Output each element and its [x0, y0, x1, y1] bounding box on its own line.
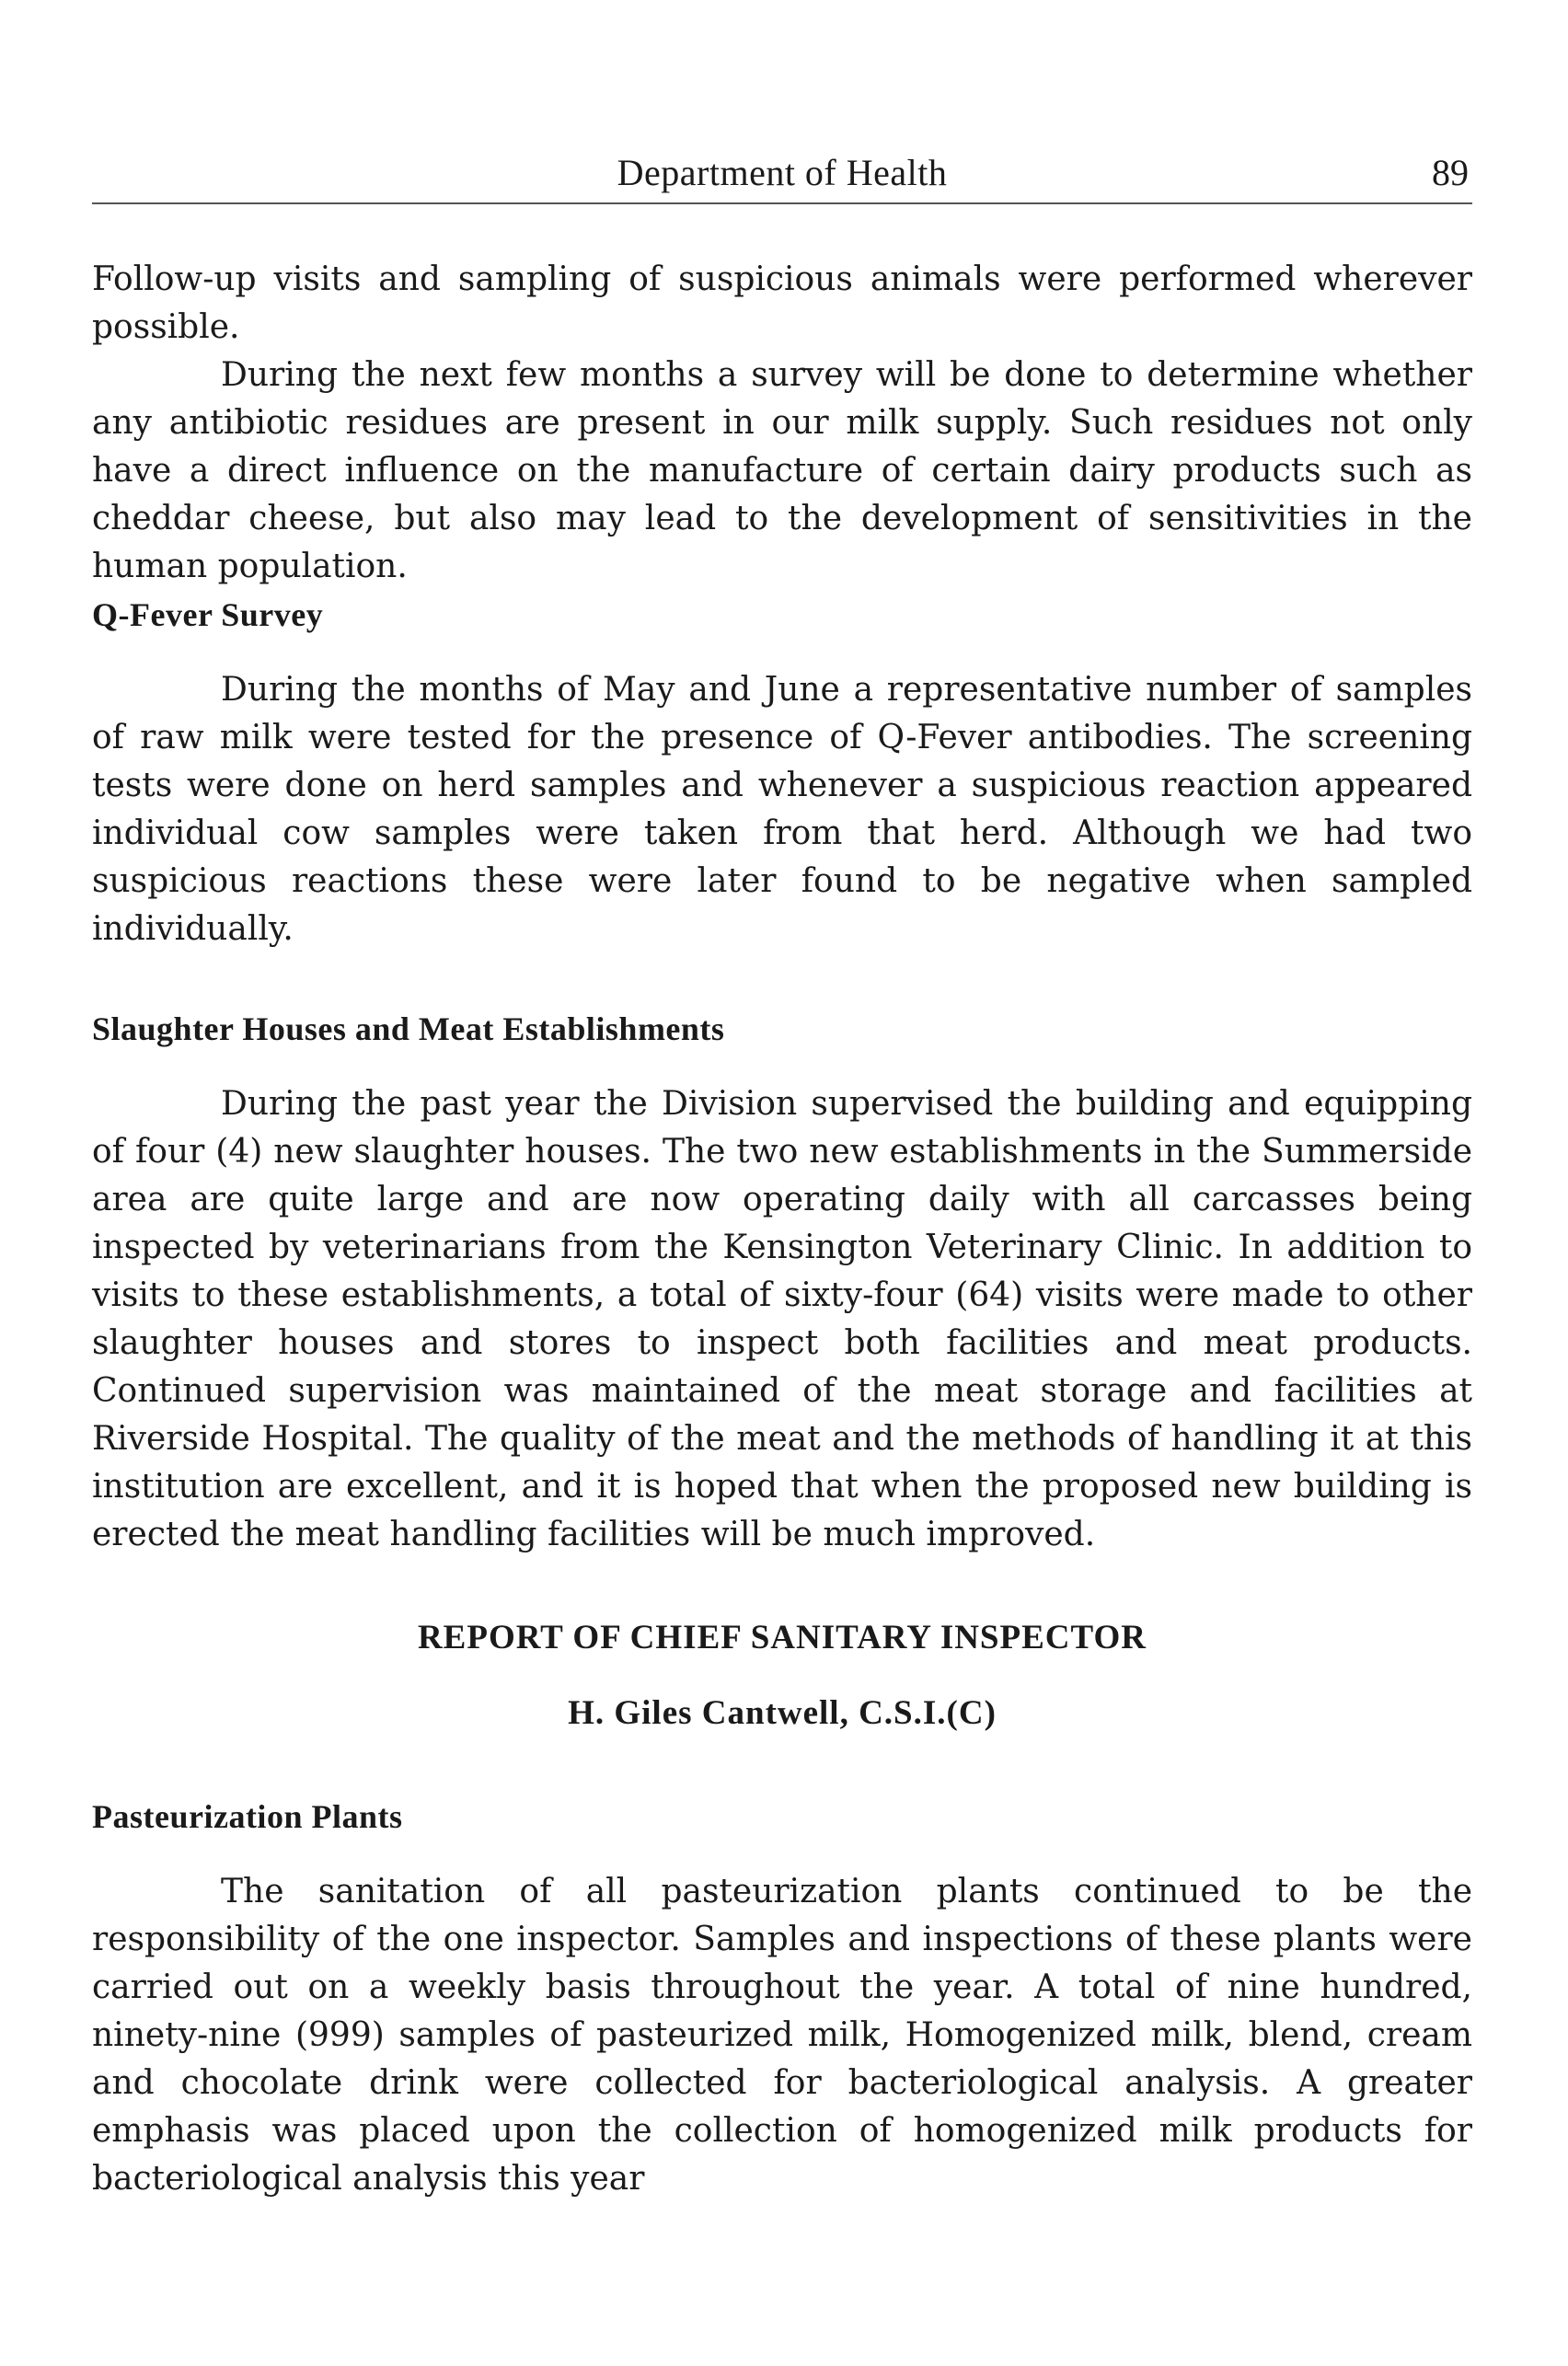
report-author: H. Giles Cantwell, C.S.I.(C) — [568, 1694, 997, 1732]
section-heading-slaughter-houses: Slaughter Houses and Meat Establishments — [92, 1010, 725, 1047]
report-title: REPORT OF CHIEF SANITARY INSPECTOR — [417, 1619, 1147, 1656]
section-heading-q-fever: Q-Fever Survey — [92, 596, 324, 633]
section-heading-pasteurization: Pasteurization Plants — [92, 1798, 403, 1835]
q-fever-paragraph: During the months of May and June a representative number of samples of raw milk were tested for the presence of Q-Fever antibodies. The screening tests were done on herd samples and whenever a suspicious reaction appeared individual cow samples were taken from that herd. Although we had two suspicious reactions these were later found to be negative when sampled individually. — [92, 671, 1472, 948]
running-title: Department of Health — [617, 152, 948, 193]
pasteurization-paragraph: The sanitation of all pasteurization plants continued to be the responsibility of the one inspector. Samples and inspections of these plants were carried out on a weekly basis throughout the year. A total of nine hundred, ninety-nine (999) samples of pasteurized milk, Homogenized milk, blend, cream and chocolate drink were collected for bacteriological analysis. A greater emphasis was placed upon the collection of homogenized milk products for bacteriological analysis this year — [92, 1873, 1472, 2198]
intro-paragraph-2: During the next few months a survey will be done to determine whether any antibiotic residues are present in our milk supply. Such residues not only have a direct influence on the manufacture of certain dairy products such as cheddar cheese, but also may lead to the development of sensitivities in the human population. — [92, 356, 1472, 585]
intro-paragraph-1: Follow-up visits and sampling of suspicious animals were performed wherever possible. — [92, 260, 1472, 346]
page-body — [92, 256, 1472, 2203]
page-number: 89 — [1432, 152, 1469, 193]
slaughter-houses-paragraph: During the past year the Division supervised the building and equipping of four (4) new slaughter houses. The two new establishments in the Summerside area are quite large and are now operating daily with all carcasses being inspected by veterinarians from the Kensington Veterinary Clinic. In addition to visits to these establishments, a total of sixty-four (64) visits were made to other slaughter houses and stores to inspect both facilities and meat products. Continued supervision was maintained of the meat storage and facilities at Riverside Hospital. The quality of the meat and the methods of handling it at this institution are excellent, and it is hoped that when the proposed new building is erected the meat handling facilities will be much improved. — [92, 1085, 1472, 1553]
running-header — [92, 147, 1472, 204]
